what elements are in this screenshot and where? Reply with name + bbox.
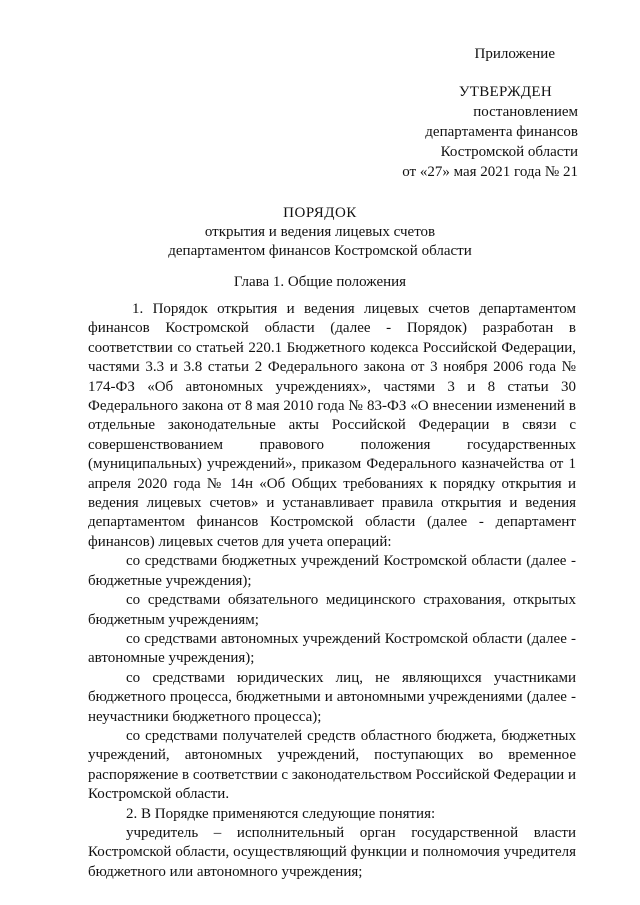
paragraph: со средствами бюджетных учреждений Костромской области (далее - бюджетные учреждения); <box>88 553 576 589</box>
approval-stamp-block <box>278 82 578 182</box>
paragraph: 1. Порядок открытия и ведения лицевых счетов департаментом финансов Костромской области (далее - Порядок) разработан в соответствии со статьей 220.1 Бюджетного кодекса Российской Федерации, частями 3.3 и 3.8 статьи 2 Федерального закона от 3 ноября 2006 года № 174-ФЗ «Об автономных учреждениях», частями 3 и 8 статьи 30 Федерального закона от 8 мая 2010 года № 83-ФЗ «О внесении изменений в отдельные законодательные акты Российской Федерации в связи с совершенствованием правового положения государственных (муниципальных) учреждений», приказом Федерального казначейства от 1 апреля 2020 года № 14н «Об Общих требованиях к порядку открытия и ведения лицевых счетов» и устанавливает правила открытия и ведения департаментом финансов Костромской области (далее - департамент финансов) лицевых счетов для учета операций: <box>88 301 576 550</box>
paragraph: 2. В Порядке применяются следующие понятия: <box>126 805 436 822</box>
document-subtitle-2: департаментом финансов Костромской области <box>168 243 472 259</box>
annex-label: Приложение <box>474 46 555 62</box>
approval-date-number: от «27» мая 2021 года № 21 <box>402 164 578 180</box>
document-body <box>88 300 576 882</box>
document-title-block <box>0 204 640 261</box>
document-title: ПОРЯДОК <box>283 205 357 221</box>
chapter-heading: Глава 1. Общие положения <box>233 274 407 290</box>
paragraph: со средствами юридических лиц, не являющихся участниками бюджетного процесса, бюджетными и автономными учреждениями (далее - неучастники бюджетного процесса); <box>88 669 576 725</box>
approval-line-2: департамента финансов <box>425 124 578 140</box>
paragraph: учредитель – исполнительный орган государственной власти Костромской области, осуществляющий функции и полномочия учредителя бюджетного или автономного учреждения; <box>88 824 576 880</box>
paragraph: со средствами получателей средств областного бюджета, бюджетных учреждений, автономных учреждений, поступающих во временное распоряжение в соответствии с законодательством Российской Федерации и Костромской области. <box>88 727 576 803</box>
document-subtitle-1: открытия и ведения лицевых счетов <box>204 224 436 240</box>
paragraph: со средствами автономных учреждений Костромской области (далее - автономные учреждения); <box>88 630 576 667</box>
approval-line-3: Костромской области <box>440 144 578 160</box>
approval-line-1: постановлением <box>473 104 578 120</box>
approved-heading: УТВЕРЖДЕН <box>458 84 552 100</box>
paragraph: со средствами обязательного медицинского страхования, открытых бюджетным учреждениям; <box>88 592 576 628</box>
